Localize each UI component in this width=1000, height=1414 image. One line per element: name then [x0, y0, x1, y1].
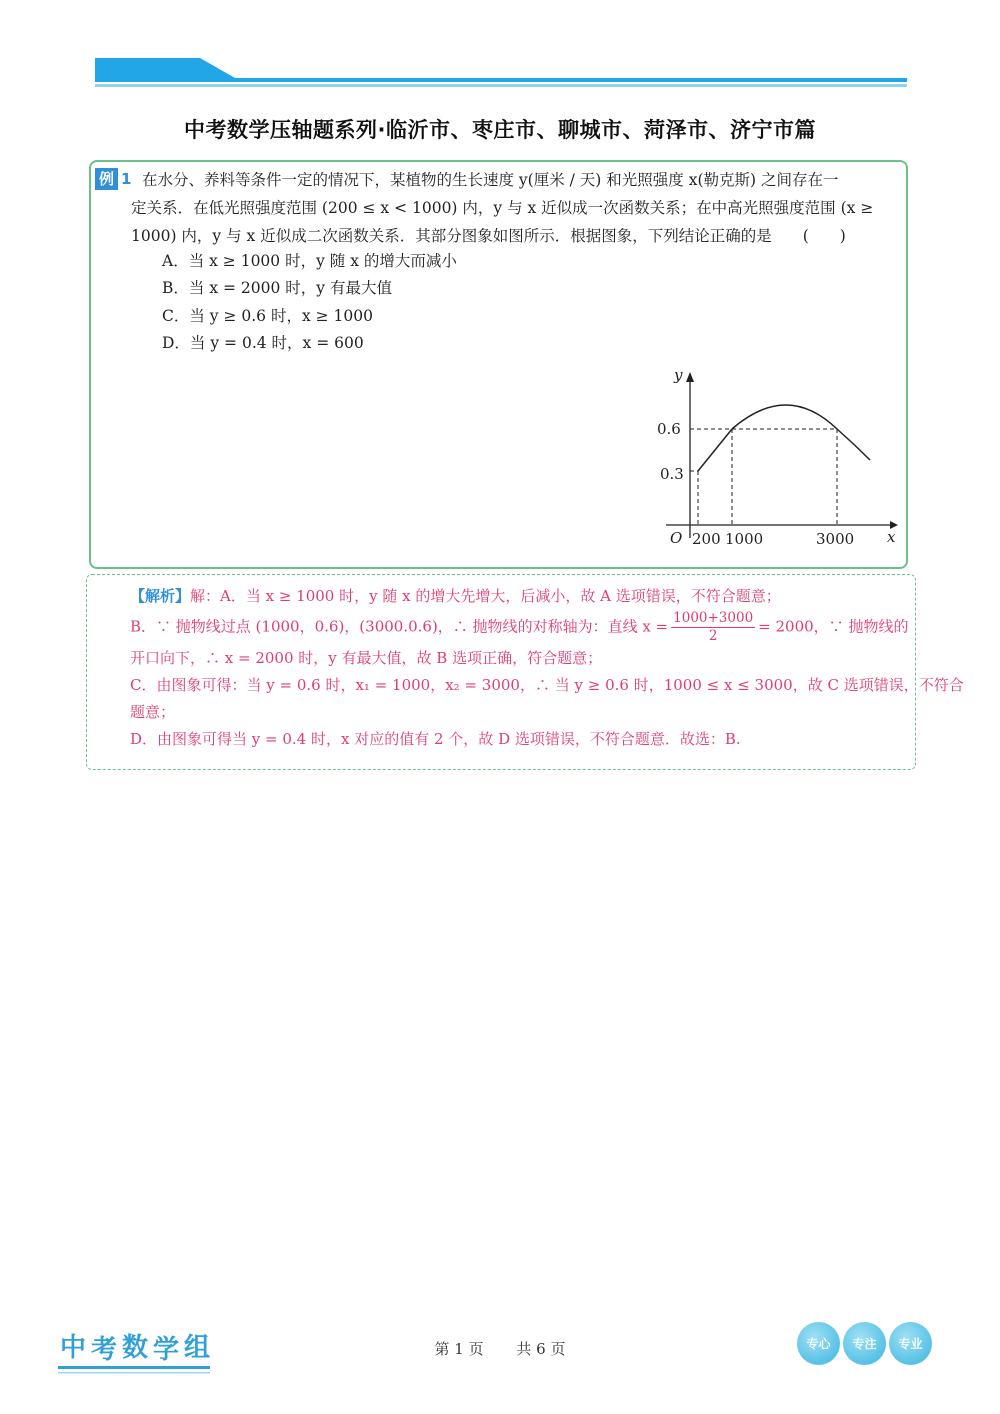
- option-a: A．当 x ≥ 1000 时，y 随 x 的增大而减小: [162, 252, 457, 270]
- stem-line: 在水分、养料等条件一定的情况下，某植物的生长速度 y(厘米 / 天) 和光照强度 x(勒克斯) 之间存在一: [142, 171, 839, 189]
- x-tick-label: 1000: [725, 530, 764, 548]
- fraction: [671, 610, 755, 645]
- y-axis-arrow: [686, 372, 694, 382]
- options-list: [162, 248, 457, 357]
- logo-char: 学: [153, 1335, 180, 1365]
- problem-stem: [131, 166, 907, 250]
- solution-line-a: [130, 583, 908, 610]
- solution-line-b: [130, 610, 908, 645]
- solution-line-a-text: 解：A．当 x ≥ 1000 时，y 随 x 的增大先增大，后减小，故 A 选项错误，不符合题意；: [190, 587, 781, 605]
- solution-tag: 【解析】: [130, 587, 191, 605]
- stem-line: 定关系．在低光照强度范围 (200 ≤ x < 1000) 内，y 与 x 近似成一次函数关系；在中高光照强度范围 (x ≥: [131, 199, 874, 217]
- badge: 专心: [797, 1322, 840, 1365]
- solution-text: [130, 583, 964, 753]
- header-band: [95, 58, 907, 90]
- option-d: D．当 y = 0.4 时，x = 600: [162, 333, 364, 352]
- solution-line-c-cont: 题意；: [130, 703, 176, 721]
- x-tick-label: 3000: [816, 530, 855, 548]
- logo-char: 数: [122, 1333, 149, 1363]
- solution-line-b-post: = 2000，∵ 抛物线的: [758, 617, 909, 636]
- option-c: C．当 y ≥ 0.6 时，x ≥ 1000: [162, 306, 373, 325]
- page-total: 共 6 页: [516, 1340, 566, 1358]
- example-tag-word: 例: [95, 168, 118, 190]
- parabola-curve: [732, 405, 870, 460]
- linear-segment: [698, 429, 732, 471]
- example-tag: [95, 168, 131, 190]
- y-tick-label: 0.6: [657, 420, 681, 438]
- fraction-numerator: 1000+3000: [673, 610, 754, 626]
- stem-line: 1000) 内，y 与 x 近似成二次函数关系．其部分图象如图所示．根据图象，下列结论正确的是 ( ): [131, 227, 846, 245]
- logo-char: 中: [60, 1333, 87, 1363]
- example-tag-number: 1: [121, 170, 132, 188]
- option-b: B．当 x = 2000 时，y 有最大值: [162, 279, 392, 298]
- page-title: 中考数学压轴题系列·临沂市、枣庄市、聊城市、菏泽市、济宁市篇: [184, 118, 816, 142]
- function-graph: [640, 360, 910, 560]
- origin-label: O: [670, 529, 683, 547]
- solution-line-d: D．由图象可得当 y = 0.4 时，x 对应的值有 2 个，故 D 选项错误，不符合题意．故选：B.: [130, 730, 741, 748]
- badge: 专注: [843, 1322, 886, 1365]
- badge-group: [797, 1322, 932, 1365]
- x-tick-label: 200: [692, 530, 721, 548]
- solution-line-c: C．由图象可得：当 y = 0.6 时，x₁ = 1000，x₂ = 3000，∴ 当 y ≥ 0.6 时，1000 ≤ x ≤ 3000，故 C 选项错误，不符合: [130, 676, 964, 694]
- fraction-denominator: 2: [708, 628, 718, 644]
- x-axis-label: x: [887, 528, 896, 546]
- logo-char: 考: [91, 1335, 118, 1365]
- y-tick-label: 0.3: [660, 465, 684, 483]
- y-axis-label: y: [674, 366, 683, 384]
- solution-line-b-cont: 开口向下，∴ x = 2000 时，y 有最大值，故 B 选项正确，符合题意；: [130, 649, 603, 667]
- solution-line-b-pre: B．∵ 抛物线过点 (1000，0.6)，(3000.0.6)，∴ 抛物线的对称轴为：直线 x =: [130, 617, 669, 636]
- logo-char: 组: [184, 1333, 211, 1363]
- page-number: 第 1 页: [434, 1340, 484, 1358]
- badge: 专业: [889, 1322, 932, 1365]
